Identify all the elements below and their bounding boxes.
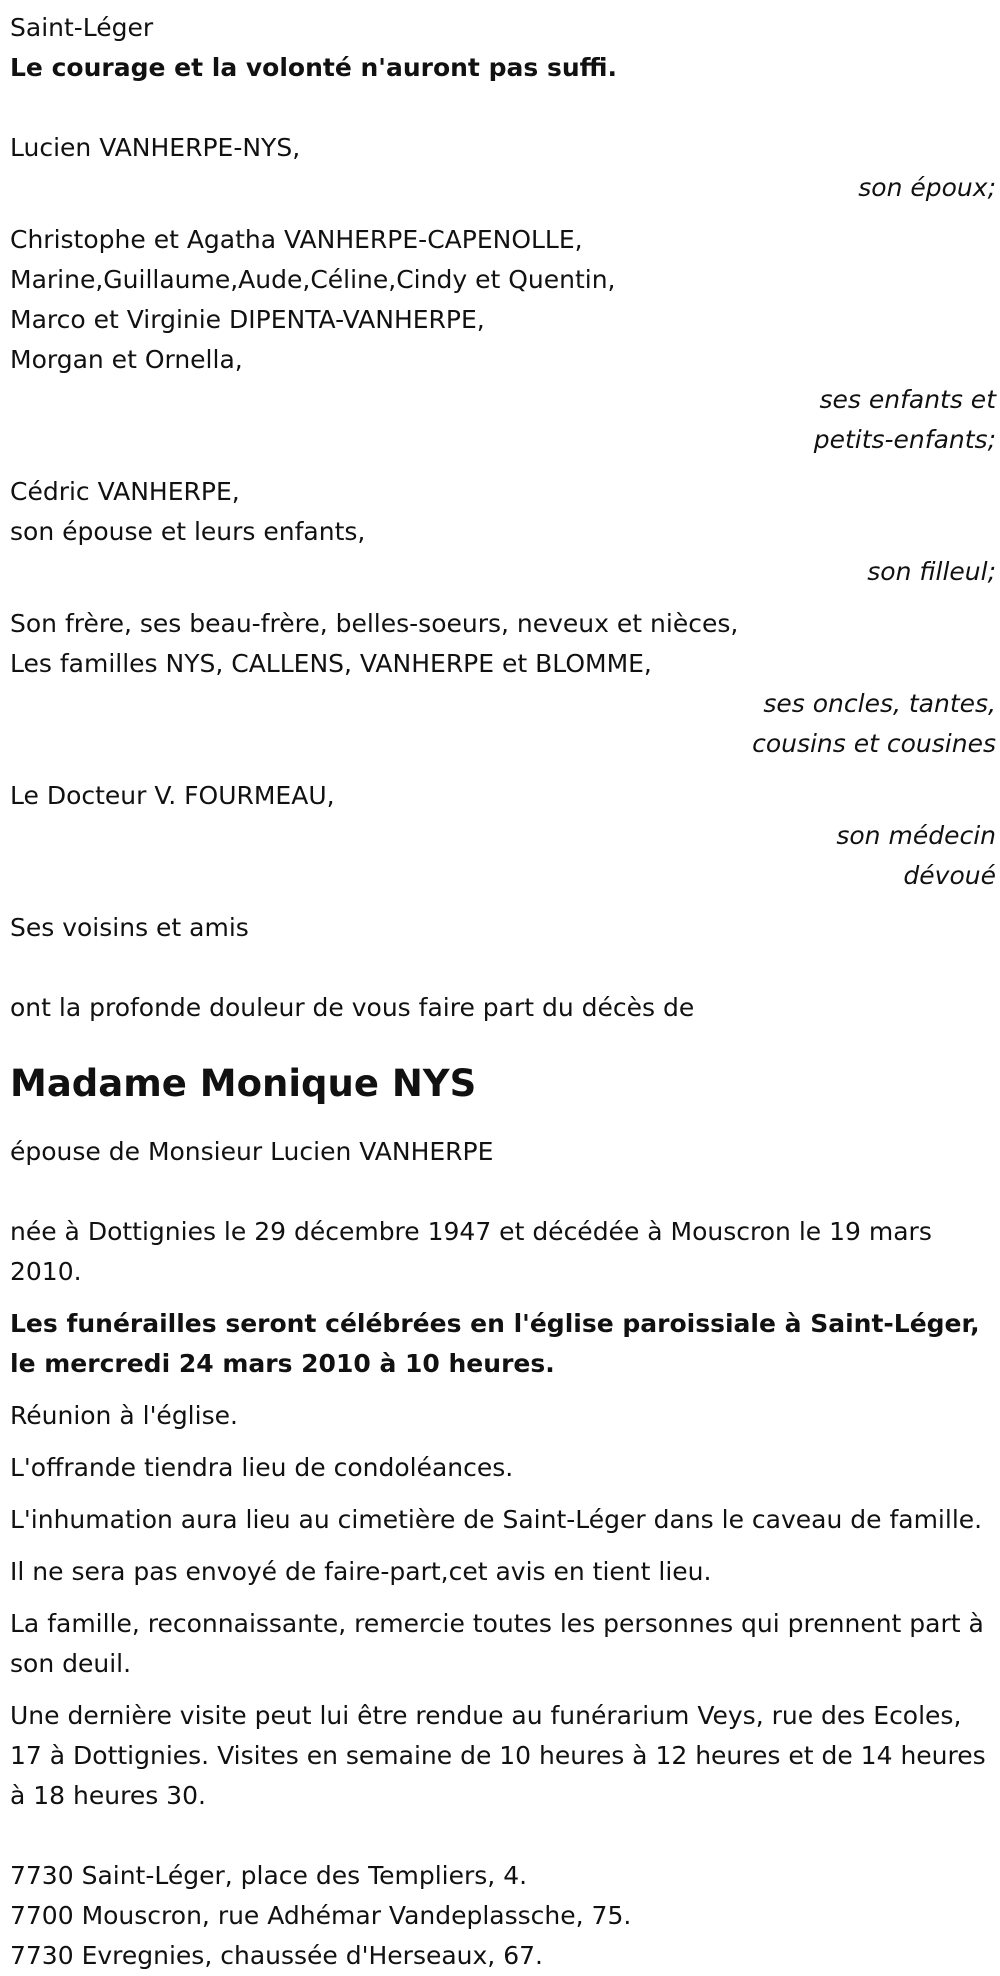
children-line: Marco et Virginie DIPENTA-VANHERPE, [10,305,485,334]
deceased-name: Madame Monique NYS [10,1062,477,1105]
funeral-thanks: La famille, reconnaissante, remercie toutes les personnes qui prennent part à son deuil. [10,1609,984,1678]
spouse-name: Lucien VANHERPE-NYS, [10,133,301,162]
funeral-burial: L'inhumation aura lieu au cimetière de Saint-Léger dans le caveau de famille. [10,1505,983,1534]
relatives-role: ses oncles, tantes, [763,689,996,718]
motto: Le courage et la volonté n'auront pas suffi. [10,53,617,82]
children-role: petits-enfants; [813,425,996,454]
funeral-ceremony: Les funérailles seront célébrées en l'église paroissiale à Saint-Léger, le mercredi 24 mars 2010 à 10 heures. [10,1309,980,1378]
funeral-notice: Il ne sera pas envoyé de faire-part,cet avis en tient lieu. [10,1557,712,1586]
birth-death: née à Dottignies le 29 décembre 1947 et décédée à Mouscron le 19 mars 2010. [10,1217,932,1286]
children-line: Christophe et Agatha VANHERPE-CAPENOLLE, [10,225,583,254]
relatives-role: cousins et cousines [752,729,996,758]
relatives-line: Son frère, ses beau-frère, belles-soeurs, neveux et nièces, [10,609,739,638]
funeral-offering: L'offrande tiendra lieu de condoléances. [10,1453,514,1482]
location: Saint-Léger [10,13,154,42]
funeral-meeting: Réunion à l'église. [10,1401,238,1430]
godson-line: Cédric VANHERPE, [10,477,240,506]
address-line: 7730 Evregnies, chaussée d'Herseaux, 67. [10,1941,543,1970]
children-line: Morgan et Ornella, [10,345,243,374]
spouse-role: son époux; [858,173,996,202]
address-line: 7700 Mouscron, rue Adhémar Vandeplassche, 75. [10,1901,632,1930]
address-line: 7730 Saint-Léger, place des Templiers, 4. [10,1861,528,1890]
announcement: ont la profonde douleur de vous faire part du décès de [10,993,695,1022]
funeral-visit: Une dernière visite peut lui être rendue au funérarium Veys, rue des Ecoles, 17 à Dottignies. Visites en semaine de 10 heures à 12 heures et de 14 heures à 18 heures 30. [10,1701,986,1810]
godson-role: son filleul; [867,557,996,586]
doctor-role: dévoué [903,861,996,890]
friends: Ses voisins et amis [10,913,249,942]
doctor-role: son médecin [836,821,996,850]
children-line: Marine,Guillaume,Aude,Céline,Cindy et Quentin, [10,265,616,294]
obituary-notice [10,8,996,1976]
relatives-line: Les familles NYS, CALLENS, VANHERPE et BLOMME, [10,649,652,678]
godson-line: son épouse et leurs enfants, [10,517,366,546]
doctor-name: Le Docteur V. FOURMEAU, [10,781,335,810]
children-role: ses enfants et [819,385,996,414]
deceased-spouse: épouse de Monsieur Lucien VANHERPE [10,1137,494,1166]
